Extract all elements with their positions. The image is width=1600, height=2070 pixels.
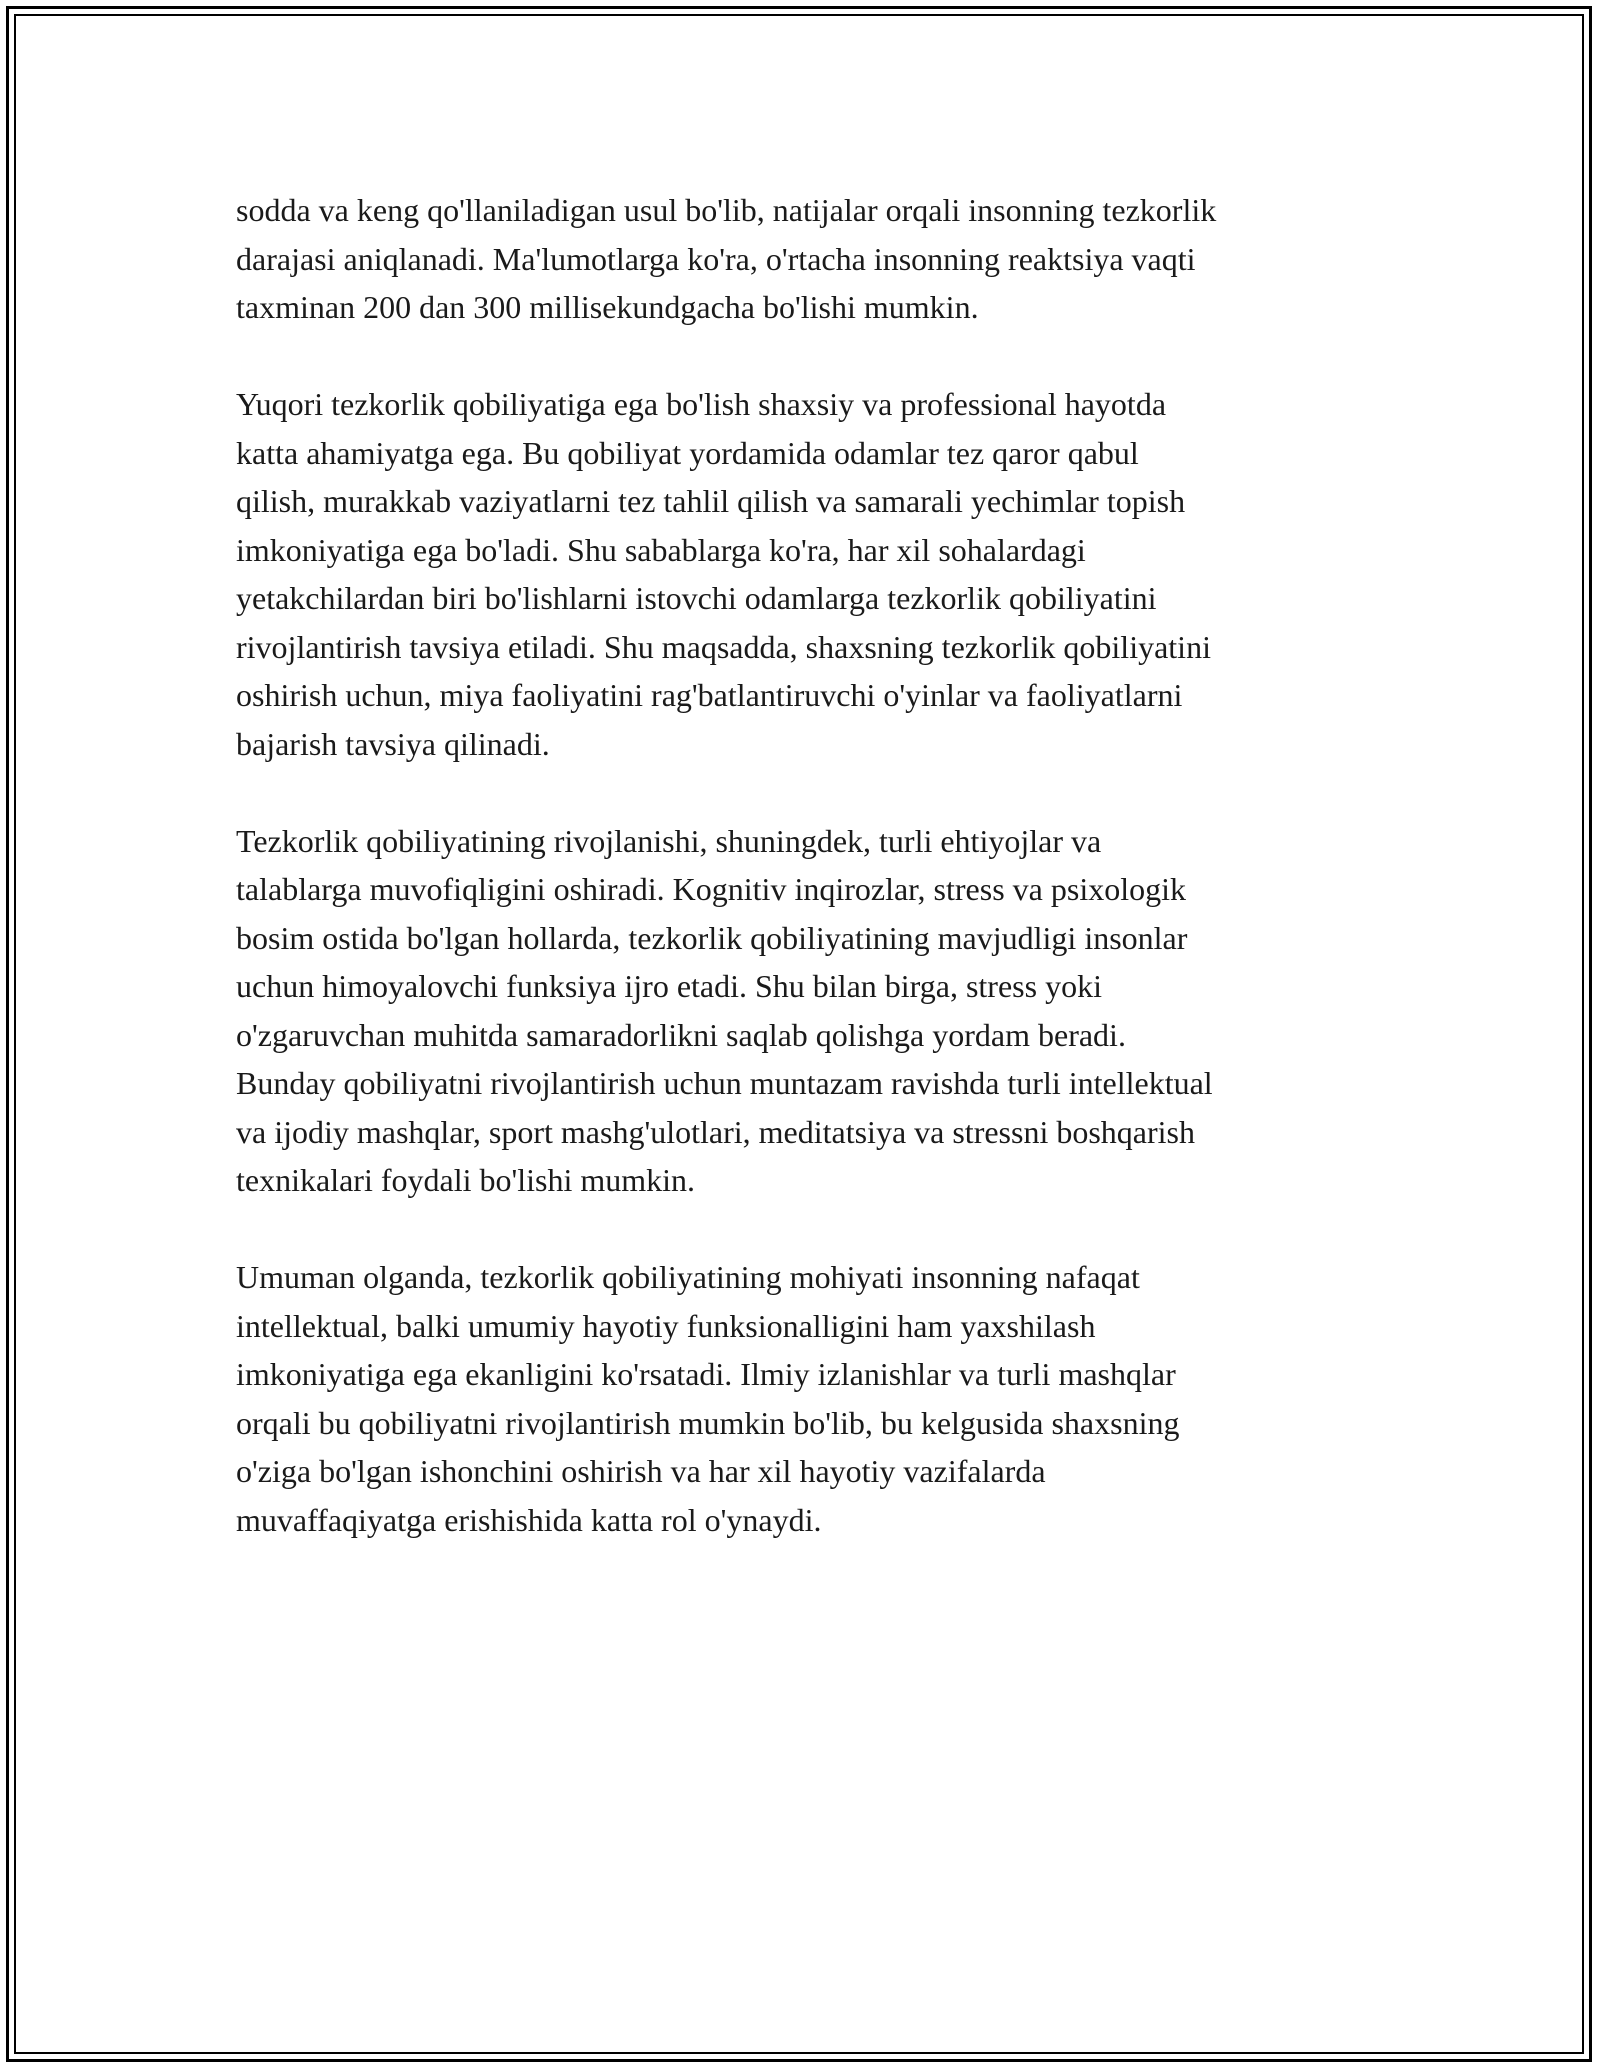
paragraph: sodda va keng qo'llaniladigan usul bo'lib, natijalar orqali insonning tezkorlik darajasi aniqlanadi. Ma'lumotlarga ko'ra, o'rtacha insonning reaktsiya vaqti taxminan 200 dan 300 millisekundgacha bo'lishi mumkin. [236,192,1217,325]
paragraph: Umuman olganda, tezkorlik qobiliyatining mohiyati insonning nafaqat intellektual, balki umumiy hayotiy funksionalligini ham yaxshilash imkoniyatiga ega ekanligini ko'rsatadi. Ilmiy izlanishlar va turli mashqlar orqali bu qobiliyatni rivojlantirish mumkin bo'lib, bu kelgusida shaxsning o'ziga bo'lgan ishonchini oshirish va har xil hayotiy vazifalarda muvaffaqiyatga erishishida katta rol o'ynaydi. [236,1259,1180,1538]
document-body [236,186,1376,1593]
paragraph: Yuqori tezkorlik qobiliyatiga ega bo'lish shaxsiy va professional hayotda katta ahamiyatga ega. Bu qobiliyat yordamida odamlar tez qaror qabul qilish, murakkab vaziyatlarni tez tahlil qilish va samarali yechimlar topish imkoniyatiga ega bo'ladi. Shu sabablarga ko'ra, har xil sohalardagi yetakchilardan biri bo'lishlarni istovchi odamlarga tezkorlik qobiliyatini rivojlantirish tavsiya etiladi. Shu maqsadda, shaxsning tezkorlik qobiliyatini oshirish uchun, miya faoliyatini rag'batlantiruvchi o'yinlar va faoliyatlarni bajarish tavsiya qilinadi. [236,386,1211,762]
paragraph: Tezkorlik qobiliyatining rivojlanishi, shuningdek, turli ehtiyojlar va talablarga muvofiqligini oshiradi. Kognitiv inqirozlar, stress va psixologik bosim ostida bo'lgan hollarda, tezkorlik qobiliyatining mavjudligi insonlar uchun himoyalovchi funksiya ijro etadi. Shu bilan birga, stress yoki o'zgaruvchan muhitda samaradorlikni saqlab qolishga yordam beradi. Bunday qobiliyatni rivojlantirish uchun muntazam ravishda turli intellektual va ijodiy mashqlar, sport mashg'ulotlari, meditatsiya va stressni boshqarish texnikalari foydali bo'lishi mumkin. [236,822,1213,1198]
